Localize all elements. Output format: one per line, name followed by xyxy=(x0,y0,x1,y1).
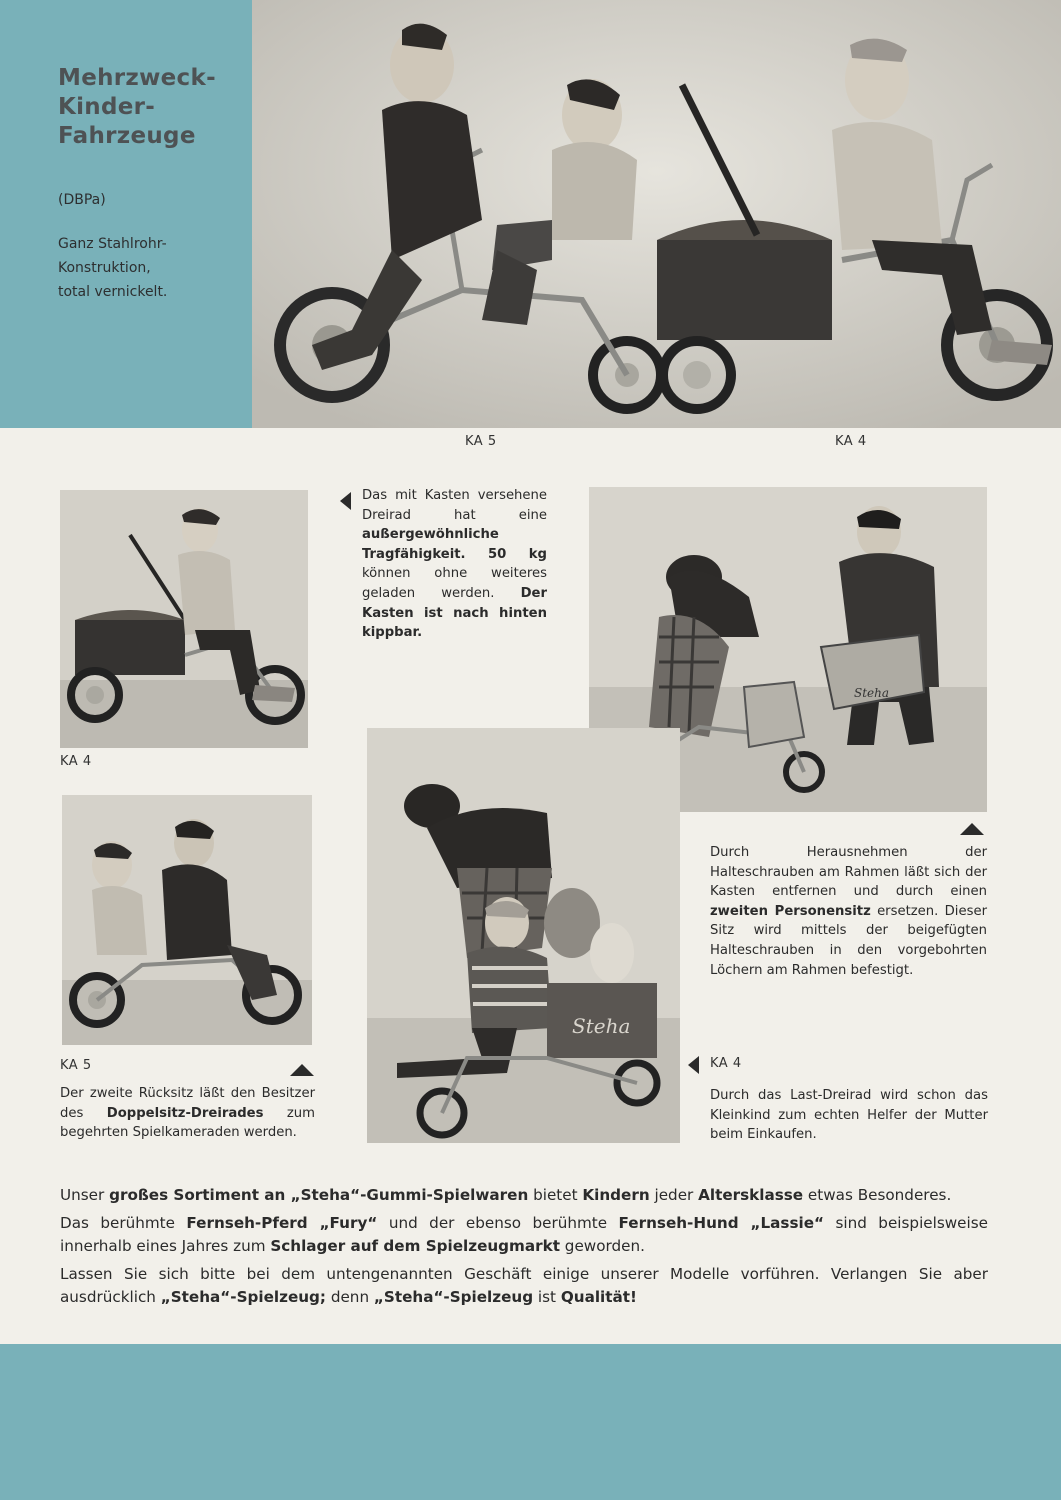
photo-bottom-left-caption: KA 5 xyxy=(60,1058,92,1073)
hero-photo-children-on-tricycles xyxy=(252,0,1061,428)
hero-caption-ka5: KA 5 xyxy=(465,434,497,449)
page-title xyxy=(58,64,248,151)
teal-footer-band xyxy=(0,1344,1061,1500)
text-box-second-seat: Durch Herausnehmen der Halteschrauben am Rahmen läßt sich der Kasten entfernen und durch einen zweiten Personensitz ersetzen. Dieser Sitz wird mittels der beigefügten Halteschrauben in den vorgebohrten Löchern am Rahmen befestigt. xyxy=(710,845,987,978)
pointer-up-icon xyxy=(960,823,984,835)
photo-two-boys-double-seat xyxy=(62,795,312,1045)
photo-child-with-cart xyxy=(60,490,308,748)
description-line-2: Konstruktion, xyxy=(58,260,151,276)
text-box-last-dreirad: Durch das Last-Dreirad wird schon das Kleinkind zum echten Helfer der Mutter beim Einkaufen. xyxy=(710,1088,988,1143)
pointer-left-icon xyxy=(340,492,351,510)
description-line-1: Ganz Stahlrohr- xyxy=(58,236,167,252)
footer-paragraph-2: Das berühmte Fernseh-Pferd „Fury“ und der ebenso berühmte Fernseh-Hund „Lassie“ sind beispielsweise innerhalb eines Jahres zum Schlager auf dem Spielzeugmarkt geworden. xyxy=(60,1214,989,1255)
text-box-cart-capacity: Das mit Kasten versehene Dreirad hat eine außergewöhnliche Tragfähigkeit. 50 kg können ohne weiteres geladen werden. Der Kasten ist nach hinten kippbar. xyxy=(362,488,547,641)
construction-description xyxy=(58,232,167,304)
pointer-up-icon-2 xyxy=(290,1064,314,1076)
footer-paragraph-3: Lassen Sie sich bitte bei dem untengenannten Geschäft einige unserer Modelle vorführen. Verlangen Sie aber ausdrücklich „Steha“-Spielzeug; denn „Steha“-Spielzeug ist Qualität! xyxy=(60,1265,988,1306)
pointer-left-icon-2 xyxy=(688,1056,699,1074)
footer-paragraph-1: Unser großes Sortiment an „Steha“-Gummi-Spielwaren bietet Kindern jeder Altersklasse etwas Besonderes. xyxy=(60,1186,952,1204)
box-brand-lettering-right: Steha xyxy=(854,686,890,700)
footer-advertising-text xyxy=(60,1184,988,1314)
hero-caption-ka4: KA 4 xyxy=(835,434,867,449)
photo-top-left-caption: KA 4 xyxy=(60,754,92,769)
title-line-1: Mehrzweck- xyxy=(58,65,216,91)
title-line-3: Fahrzeuge xyxy=(58,123,196,149)
box-brand-lettering: Steha xyxy=(572,1014,631,1038)
photo-mother-and-child-shopping xyxy=(367,728,680,1143)
text-box-double-seat: Der zweite Rücksitz läßt den Besitzer des Doppelsitz-Dreirades zum begehrten Spielkameraden werden. xyxy=(60,1086,315,1141)
title-line-2: Kinder- xyxy=(58,94,156,120)
patent-note: (DBPa) xyxy=(58,192,106,208)
description-line-3: total vernickelt. xyxy=(58,284,168,300)
photo-bottom-center-caption: KA 4 xyxy=(710,1056,742,1071)
